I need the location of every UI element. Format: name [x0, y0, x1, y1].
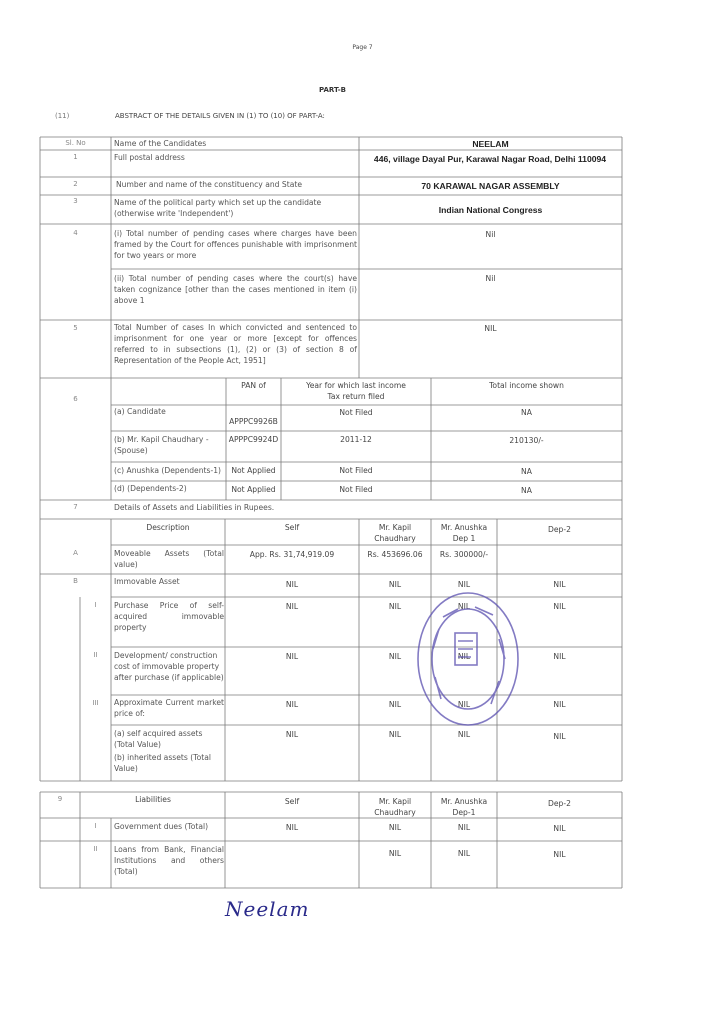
income-entry-who: (a) Candidate [114, 407, 166, 416]
row-1-no: 1 [73, 153, 78, 161]
assets-self-header: Self [284, 523, 300, 532]
moveable-assets-self: App. Rs. 31,74,919.09 [249, 550, 335, 559]
asset-a-no: A [73, 549, 78, 557]
liabilities-header: Liabilities [135, 795, 171, 804]
income-entry-pan: Not Applied [231, 466, 276, 475]
loans-label: Loans from Bank, Financial Institutions and others (Total) [114, 845, 224, 876]
market-price-spouse: NIL [388, 700, 402, 709]
self-acquired-spouse: NIL [388, 730, 402, 739]
moveable-assets-label: Moveable Assets (Total value) [114, 549, 224, 569]
party-label: Name of the political party which set up the candidate (otherwise write 'Independent') [114, 198, 322, 218]
immovable-asset-dep1: NIL [457, 580, 471, 589]
development-cost-spouse: NIL [388, 652, 402, 661]
signature: Neelam [225, 897, 310, 921]
purchase-price-label: Purchase Price of self-acquired immovable property [114, 601, 224, 632]
row-5-no: 5 [73, 324, 78, 332]
constituency-label: Number and name of the constituency and State [116, 180, 303, 189]
page-number: Page 7 [352, 44, 373, 51]
liabilities-dep2-header: Dep-2 [548, 799, 571, 808]
pan-header: PAN of [241, 381, 266, 390]
assets-dep2-header: Dep-2 [548, 525, 571, 534]
assets-title: Details of Assets and Liabilities in Rupees. [114, 503, 275, 512]
income-entry-who: (d) (Dependents-2) [114, 484, 187, 493]
income-entry-who: (c) Anushka (Dependents-1) [114, 466, 221, 475]
income-entry-total: NA [521, 408, 532, 417]
inherited-assets-label: (b) inherited assets (Total Value) [114, 753, 211, 773]
self-acquired-self: NIL [285, 730, 299, 739]
self-acquired-assets-label: (a) self acquired assets (Total Value) [114, 729, 203, 749]
purchase-price-spouse: NIL [388, 602, 402, 611]
row-3-no: 3 [73, 197, 78, 205]
asset-b-no: B [73, 577, 78, 585]
income-entry-pan: APPPC9926B [229, 417, 278, 426]
liabilities-spouse-header: Mr. Kapil Chaudhary [374, 797, 416, 817]
candidate-name-label: Name of the Candidates [114, 139, 207, 148]
constituency-value: 70 KARAWAL NAGAR ASSEMBLY [421, 181, 560, 191]
income-entry-total: NA [521, 486, 532, 495]
col-slno-header: Sl. No [65, 139, 86, 147]
income-entry-pan: APPPC9924D [228, 435, 279, 444]
row-2-no: 2 [73, 180, 78, 188]
liability-ii-no: II [93, 845, 98, 853]
market-price-self: NIL [285, 700, 299, 709]
postal-address-label: Full postal address [114, 153, 185, 162]
liabilities-dep1-header: Mr. Anushka Dep-1 [440, 797, 488, 817]
asset-b3-no: III [92, 699, 99, 707]
pending-cases-framed-value: Nil [485, 230, 496, 239]
assets-spouse-header: Mr. Kapil Chaudhary [374, 523, 416, 543]
immovable-asset-label: Immovable Asset [114, 577, 180, 586]
income-entry-year: Not Filed [339, 466, 373, 475]
income-entry-year: Not Filed [339, 408, 373, 417]
government-dues-dep2: NIL [553, 824, 566, 833]
development-cost-label: Development/ construction cost of immovable property after purchase (if applicable) [114, 651, 224, 682]
assets-desc-header: Description [146, 523, 190, 532]
development-cost-self: NIL [285, 652, 299, 661]
asset-b2-no: II [93, 651, 98, 659]
abstract-title: ABSTRACT OF THE DETAILS GIVEN IN (1) TO (10) OF PART-A: [115, 112, 325, 120]
liabilities-self-header: Self [284, 797, 300, 806]
loans-dep1: NIL [457, 849, 471, 858]
row-4-no: 4 [73, 229, 78, 237]
income-entry-total: NA [521, 467, 532, 476]
immovable-asset-spouse: NIL [388, 580, 402, 589]
party-value: Indian National Congress [438, 205, 543, 215]
government-dues-self: NIL [285, 823, 299, 832]
convictions-value: NIL [484, 324, 497, 333]
notary-stamp [413, 589, 523, 729]
loans-dep2: NIL [553, 850, 566, 859]
market-price-dep1: NIL [457, 700, 471, 709]
self-acquired-dep2: NIL [553, 732, 566, 741]
development-cost-dep2: NIL [553, 652, 566, 661]
income-entry-who: (b) Mr. Kapil Chaudhary - (Spouse) [114, 435, 209, 455]
moveable-assets-dep1: Rs. 300000/- [439, 550, 489, 559]
income-entry-year: Not Filed [339, 485, 373, 494]
pending-cases-framed-label: (i) Total number of pending cases where charges have been framed by the Court for offences punishable with imprisonment for two years or more [114, 229, 357, 260]
development-cost-dep1: NIL [457, 652, 471, 661]
row-7-no: 7 [73, 503, 78, 511]
asset-b1-no: I [94, 601, 97, 609]
section-number: (11) [55, 112, 70, 120]
moveable-assets-spouse: Rs. 453696.06 [367, 550, 423, 559]
purchase-price-self: NIL [285, 602, 299, 611]
government-dues-dep1: NIL [457, 823, 471, 832]
market-price-dep2: NIL [553, 700, 566, 709]
government-dues-spouse: NIL [388, 823, 402, 832]
liability-i-no: I [94, 822, 97, 830]
purchase-price-dep1: NIL [457, 602, 471, 611]
postal-address-value: 446, village Dayal Pur, Karawal Nagar Road, Delhi 110094 [373, 154, 607, 164]
pending-cases-cognizance-value: Nil [485, 274, 496, 283]
row-9-no: 9 [57, 795, 63, 803]
income-entry-pan: Not Applied [231, 485, 276, 494]
self-acquired-dep1: NIL [457, 730, 471, 739]
row-6-no: 6 [73, 395, 78, 403]
candidate-name: NEELAM [472, 139, 509, 149]
purchase-price-dep2: NIL [553, 602, 566, 611]
income-entry-total: 210130/- [509, 436, 544, 445]
immovable-asset-self: NIL [285, 580, 299, 589]
convictions-label: Total Number of cases In which convicted and sentenced to imprisonment for one year or more [except for offences referred to in subsections (1), (2) or (3) of section 8 of Representation of the People Act, 1951] [114, 323, 357, 365]
government-dues-label: Government dues (Total) [114, 822, 209, 831]
pending-cases-cognizance-label: (ii) Total number of pending cases where the court(s) have taken cognizance [other than the cases mentioned in item (i) above 1 [114, 274, 357, 305]
part-title: PART-B [319, 86, 346, 94]
itr-year-header: Year for which last income Tax return filed [306, 381, 406, 401]
total-income-header: Total income shown [489, 381, 564, 390]
assets-dep1-header: Mr. Anushka Dep 1 [440, 523, 488, 543]
loans-spouse: NIL [388, 849, 402, 858]
market-price-label: Approximate Current market price of: [114, 698, 224, 718]
immovable-asset-dep2: NIL [553, 580, 566, 589]
income-entry-year: 2011-12 [340, 435, 372, 444]
